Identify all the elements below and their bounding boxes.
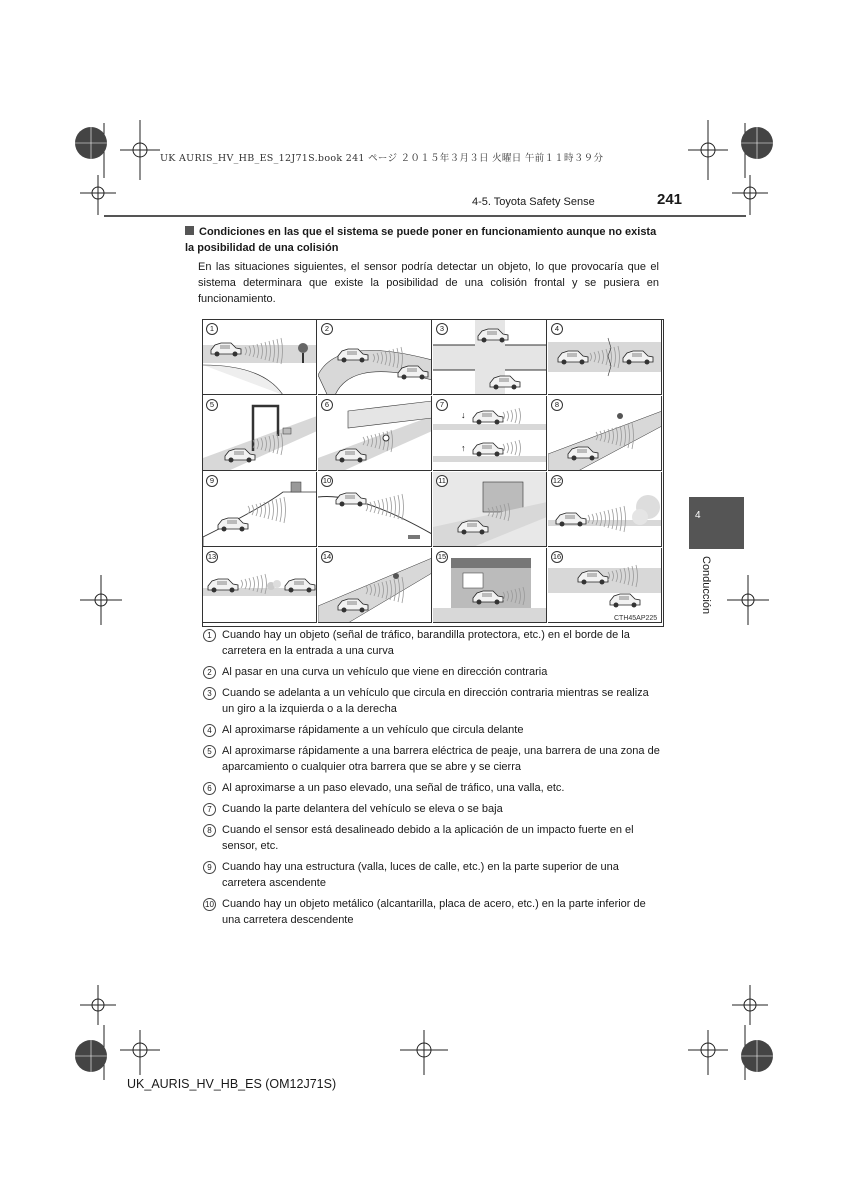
item-number: 1 [203,629,216,642]
list-item [203,685,660,717]
list-item [203,780,660,796]
illustration-cell [318,548,432,623]
illustration-cell [203,396,317,471]
cell-number: 6 [321,399,333,411]
illustration-cell [318,320,432,395]
figure-code: CTH45AP225 [614,615,658,622]
illustration-cell [548,320,662,395]
item-text: Cuando hay un objeto (señal de tráfico, barandilla protectora, etc.) en el borde de la carretera en la entrada a una curva [222,629,630,657]
page-number: 241 [657,191,683,208]
illustration-cell [433,396,547,471]
list-item [203,801,660,817]
scenario-illustration [203,472,317,547]
cell-number: 8 [551,399,563,411]
item-text: Al aproximarse a un paso elevado, una señal de tráfico, una valla, etc. [222,782,565,794]
cell-number: 13 [207,552,217,561]
cell-number: 9 [206,475,218,487]
cell-number: 12 [552,476,562,485]
scenario-illustration [203,320,317,395]
item-text: Cuando hay un objeto metálico (alcantarilla, placa de acero, etc.) en la parte inferior de una carretera descendente [222,898,646,926]
item-number: 9 [203,861,216,874]
illustration-cell [203,548,317,623]
item-number: 2 [203,666,216,679]
item-text: Al aproximarse rápidamente a un vehículo que circula delante [222,724,524,736]
list-item [203,859,660,891]
cell-number: 16 [552,552,562,561]
svg-text:↑: ↑ [461,443,466,453]
chapter-label: Conducción [700,556,712,615]
illustration-cell [203,320,317,395]
item-text: Cuando el sensor está desalineado debido a la aplicación de un impacto fuerte en el sensor, etc. [222,824,634,852]
item-text: Al pasar en una curva un vehículo que viene en dirección contraria [222,666,548,678]
print-info-line: UK AURIS_HV_HB_ES_12J71S.book 241 ページ ２０１５年３月３日 火曜日 午前１１時３９分 [160,153,604,164]
illustration-cell [318,472,432,547]
illustration-cell [548,548,662,623]
item-number: 4 [203,724,216,737]
chapter-number: 4 [695,510,701,521]
item-text: Al aproximarse rápidamente a una barrera eléctrica de peaje, una barrera de una zona de aparcamiento o cualquier otra barrera que se abre y se cierra [222,745,660,773]
illustration-cell [433,548,547,623]
item-number: 6 [203,782,216,795]
scenario-illustration [548,396,662,471]
item-text: Cuando hay una estructura (valla, luces de calle, etc.) en la parte superior de una carretera ascendente [222,861,619,889]
scenario-illustration [318,396,432,471]
cell-number: 14 [322,552,332,561]
scenario-illustration [318,548,432,623]
item-number: 5 [203,745,216,758]
item-number: 7 [203,803,216,816]
scenario-illustration [548,320,662,395]
illustration-cell [548,472,662,547]
item-text: Cuando la parte delantera del vehículo se eleva o se baja [222,803,503,815]
cell-number: 3 [436,323,448,335]
item-number: 8 [203,824,216,837]
cell-number: 7 [436,399,448,411]
cell-number: 2 [321,323,333,335]
scenario-illustration [203,548,317,623]
header-rule [104,215,746,217]
list-item [203,822,660,854]
list-item [203,743,660,775]
item-text: Cuando se adelanta a un vehículo que circula en dirección contraria mientras se realiza un giro a la izquierda o a la derecha [222,687,649,715]
cell-number: 5 [206,399,218,411]
list-item [203,627,660,659]
illustration-cell [433,320,547,395]
section-title: 4-5. Toyota Safety Sense [472,196,595,208]
cell-number: 1 [206,323,218,335]
footer-code: UK_AURIS_HV_HB_ES (OM12J71S) [127,1077,337,1091]
scenario-illustration [433,320,547,395]
cell-number: 15 [437,552,447,561]
item-number: 10 [203,898,216,911]
scenario-illustration [203,396,317,471]
scenario-illustration [433,396,547,471]
illustration-cell [203,472,317,547]
illustration-cell [548,396,662,471]
scenario-illustration [433,548,547,623]
scenario-illustration [318,320,432,395]
item-number: 3 [203,687,216,700]
intro-paragraph: En las situaciones siguientes, el sensor podría detectar un objeto, lo que provocaría que el sistema determinara que existe la posibilidad de una colisión frontal y se pusiera en funcionamiento. [198,261,659,305]
illustration-cell [433,472,547,547]
section-heading [185,224,665,256]
cell-number: 10 [322,476,332,485]
scenario-illustration [548,548,662,623]
illustration-grid [202,319,664,627]
scenario-illustration [433,472,547,547]
scenario-illustration [318,472,432,547]
list-item [203,722,660,738]
illustration-cell [318,396,432,471]
list-item [203,896,660,928]
scenario-illustration [548,472,662,547]
heading-text: Condiciones en las que el sistema se puede poner en funcionamiento aunque no exista la posibilidad de una colisión [185,226,657,254]
svg-text:↓: ↓ [461,410,466,420]
cell-number: 4 [551,323,563,335]
chapter-tab [689,497,744,549]
conditions-list [203,627,660,933]
bullet-square-icon [185,226,194,235]
cell-number: 11 [436,475,448,487]
list-item [203,664,660,680]
